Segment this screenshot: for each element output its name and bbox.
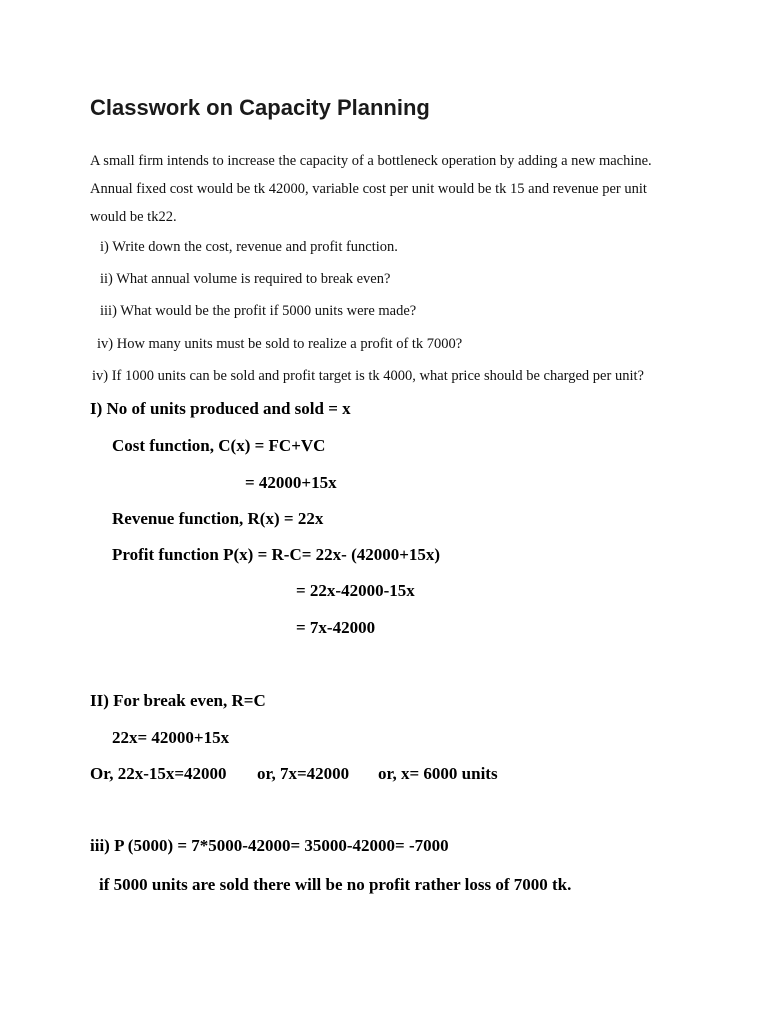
answer2-heading: II) For break even, R=C bbox=[90, 691, 266, 710]
intro-line-2: Annual fixed cost would be tk 42000, variable cost per unit would be tk 15 and revenue per unit bbox=[90, 181, 647, 197]
answer1-profit-function: Profit function P(x) = R-C= 22x- (42000+15x) bbox=[112, 545, 441, 564]
answer1-cost-function: Cost function, C(x) = FC+VC bbox=[112, 436, 326, 455]
answer1-profit-step-2: = 7x-42000 bbox=[296, 618, 376, 637]
question-4: iv) How many units must be sold to realize a profit of tk 7000? bbox=[97, 336, 463, 352]
answer1-revenue-function: Revenue function, R(x) = 22x bbox=[112, 509, 324, 528]
question-2: ii) What annual volume is required to break even? bbox=[100, 271, 391, 287]
answer2-step-a: Or, 22x-15x=42000 bbox=[90, 764, 227, 783]
answer2-step-b: or, 7x=42000 bbox=[257, 764, 350, 783]
answer1-profit-step-1: = 22x-42000-15x bbox=[296, 581, 415, 600]
answer3-conclusion: if 5000 units are sold there will be no profit rather loss of 7000 tk. bbox=[99, 875, 572, 894]
intro-line-3: would be tk22. bbox=[90, 209, 177, 225]
answer2-equation: 22x= 42000+15x bbox=[112, 728, 230, 747]
page-title: Classwork on Capacity Planning bbox=[90, 95, 430, 120]
question-3: iii) What would be the profit if 5000 units were made? bbox=[100, 303, 417, 319]
answer2-step-c: or, x= 6000 units bbox=[378, 764, 498, 783]
question-5: iv) If 1000 units can be sold and profit target is tk 4000, what price should be charged per unit? bbox=[92, 368, 644, 384]
answer1-heading: I) No of units produced and sold = x bbox=[90, 399, 351, 418]
question-1: i) Write down the cost, revenue and profit function. bbox=[100, 239, 398, 255]
answer3-heading: iii) P (5000) = 7*5000-42000= 35000-42000= -7000 bbox=[90, 836, 449, 855]
answer1-cost-result: = 42000+15x bbox=[245, 473, 337, 492]
intro-line-1: A small firm intends to increase the capacity of a bottleneck operation by adding a new machine. bbox=[90, 153, 652, 169]
